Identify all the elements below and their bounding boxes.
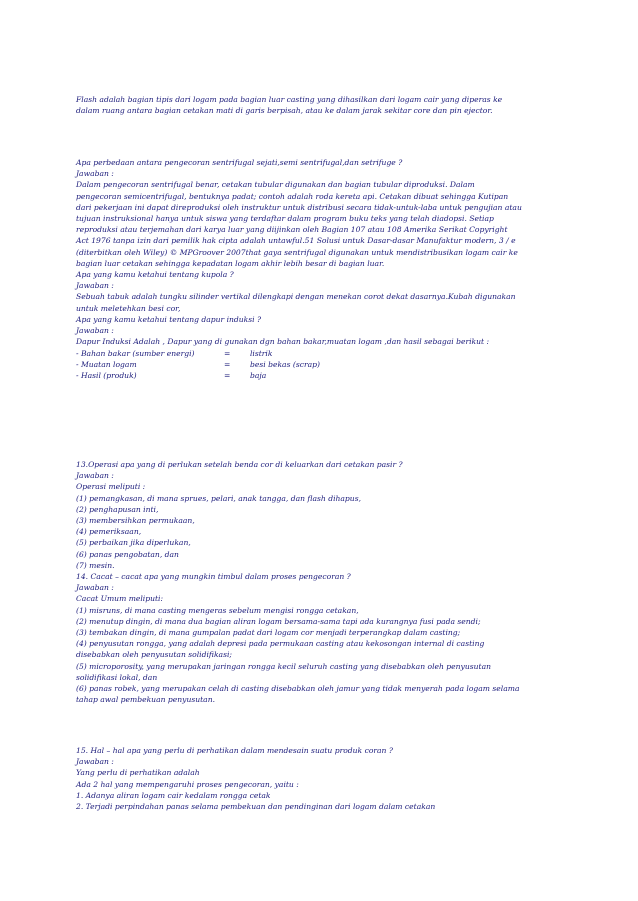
text-line: (2) penghapusan inti, xyxy=(76,504,159,514)
text-line: (6) panas pengobatan, dan xyxy=(76,549,179,559)
text-line: Jawaban : xyxy=(76,326,114,336)
text-line: untuk meletehkan besi cor, xyxy=(76,303,181,313)
paragraph-flash xyxy=(76,94,566,116)
text-line: (3) membersihkan permukaan, xyxy=(76,516,195,526)
section-centrifugal-casting xyxy=(76,157,566,347)
text-line: (3) tembakan dingin, di mana gumpalan padat dari logam cor menjadi terperangkap dalam casting; xyxy=(76,628,461,638)
text-line: reproduksi atau terjemahan dari karya luar yang diijinkan oleh Bagian 107 atau 108 Amerika Serikat Copyright xyxy=(76,225,508,235)
text-line: 2. Terjadi perpindahan panas selama pembekuan dan pendinginan dari logam dalam cetakan xyxy=(76,802,436,812)
text-line: (2) menutup dingin, di mana dua bagian aliran logam bersama-sama tapi ada kurangnya fusi pada sendi; xyxy=(76,616,481,626)
text-line: 13.Operasi apa yang di perlukan setelah benda cor di keluarkan dari cetakan pasir ? xyxy=(76,460,403,469)
table-cell-label: - Bahan bakar (sumber energi) xyxy=(76,349,195,358)
text-line: Jawaban : xyxy=(76,757,114,767)
text-line: (6) panas robek, yang merupakan celah di casting disebabkan oleh jamur yang tidak menyerah pada logam selama xyxy=(76,684,520,694)
text-line: (1) misruns, di mana casting mengeras sebelum mengisi rongga cetakan, xyxy=(76,605,359,615)
text-line: Flash adalah bagian tipis dari logam pada bagian luar casting yang dihasilkan dari logam cair yang diperas ke xyxy=(76,95,503,104)
text-line: Jawaban : xyxy=(76,281,114,291)
text-line: (4) pemeriksaan, xyxy=(76,527,142,537)
induction-furnace-table xyxy=(76,348,566,382)
text-line: Apa perbedaan antara pengecoran sentrifugal sejati,semi sentrifugal,dan setrifuge ? xyxy=(76,158,403,167)
table-cell-label: - Muatan logam xyxy=(76,360,137,370)
text-line: Jawaban : xyxy=(76,471,114,481)
text-line: tujuan instruksional hanya untuk siswa yang terdaftar dalam program buku teks yang telah diadopsi. Setiap xyxy=(76,214,494,224)
table-row xyxy=(76,370,566,381)
text-line: disebabkan oleh penyusutan solidifikasi; xyxy=(76,650,232,660)
text-line: Jawaban : xyxy=(76,169,114,179)
table-cell-value: baja xyxy=(250,371,267,381)
text-line: (4) penyusutan rongga, yang adalah depresi pada permukaan casting atau kekosongan internal di casting xyxy=(76,639,485,649)
table-cell-value: listrik xyxy=(250,349,273,358)
text-line: 14. Cacat – cacat apa yang mungkin timbul dalam proses pengecoran ? xyxy=(76,572,351,582)
text-line: 1. Adanya aliran logam cair kedalam rongga cetak xyxy=(76,790,271,800)
table-cell-eq: = xyxy=(224,349,231,358)
text-line: Dapur Induksi Adalah , Dapur yang di gunakan dgn bahan bakar,muatan logam ,dan hasil sebagai berikut : xyxy=(76,337,490,347)
text-line: tahap awal pembekuan penyusutan. xyxy=(76,695,216,705)
text-line: (5) microporosity, yang merupakan jaringan rongga kecil seluruh casting yang disebabkan oleh penyusutan xyxy=(76,661,491,671)
text-line: Dalam pengecoran sentrifugal benar, cetakan tubular digunakan dan bagian tubular diproduksi. Dalam xyxy=(76,180,475,190)
section-operations-defects xyxy=(76,459,566,705)
table-row xyxy=(76,359,566,370)
text-line: Yang perlu di perhatikan adalah xyxy=(76,768,200,778)
text-line: 15. Hal – hal apa yang perlu di perhatikan dalam mendesain suatu produk coran ? xyxy=(76,746,393,755)
table-cell-label: - Hasil (produk) xyxy=(76,371,137,381)
text-line: pengecoran semicentrifugal, bentuknya padat; contoh adalah roda kereta api. Cetakan dibuat sehingga Kutipan xyxy=(76,191,509,201)
text-line: (7) mesin. xyxy=(76,560,115,570)
text-line: dalam ruang antara bagian cetakan mati di garis berpisah, atau ke dalam jarak sekitar core dan pin ejector. xyxy=(76,106,493,116)
text-line: Apa yang kamu ketahui tentang kupola ? xyxy=(76,270,234,280)
text-line: (1) pemangkasan, di mana sprues, pelari, anak tangga, dan flash dihapus, xyxy=(76,493,361,503)
text-line: (diterbitkan oleh Wiley) © MPGroover 2007that gaya sentrifugal digunakan untuk mendistribusikan logam cair ke xyxy=(76,247,518,257)
text-line: (5) perbaikan jika diperlukan, xyxy=(76,538,191,548)
text-line: Apa yang kamu ketahui tentang dapur induksi ? xyxy=(76,314,262,324)
text-line: Operasi meliputi : xyxy=(76,482,146,492)
text-line: Jawaban : xyxy=(76,583,114,593)
table-cell-value: besi bekas (scrap) xyxy=(250,360,320,370)
table-cell-eq: = xyxy=(224,371,231,381)
text-line: bagian luar cetakan sehingga kepadatan logam akhir lebih besar di bagian luar. xyxy=(76,258,385,268)
text-line: solidifikasi lokal, dan xyxy=(76,672,158,682)
text-line: Act 1976 tanpa izin dari pemilik hak cipta adalah untawful.51 Solusi untuk Dasar-dasar Manufaktur modern, 3 / e xyxy=(76,236,516,246)
text-line: Sebuah tabuk adalah tungku silinder vertikal dilengkapi dengan menekan corot dekat dasarnya.Kubah digunakan xyxy=(76,292,516,302)
table-row xyxy=(76,348,566,359)
text-line: Cacat Umum meliputi: xyxy=(76,594,164,604)
text-line: Ada 2 hal yang mempengaruhi proses pengecoran, yaitu : xyxy=(76,779,299,789)
text-line: dari pekerjaan ini dapat direproduksi oleh instruktur untuk distribusi secara tidak-untuk-laba untuk pengujian atau xyxy=(76,202,522,212)
section-design xyxy=(76,745,566,812)
table-cell-eq: = xyxy=(224,360,231,370)
